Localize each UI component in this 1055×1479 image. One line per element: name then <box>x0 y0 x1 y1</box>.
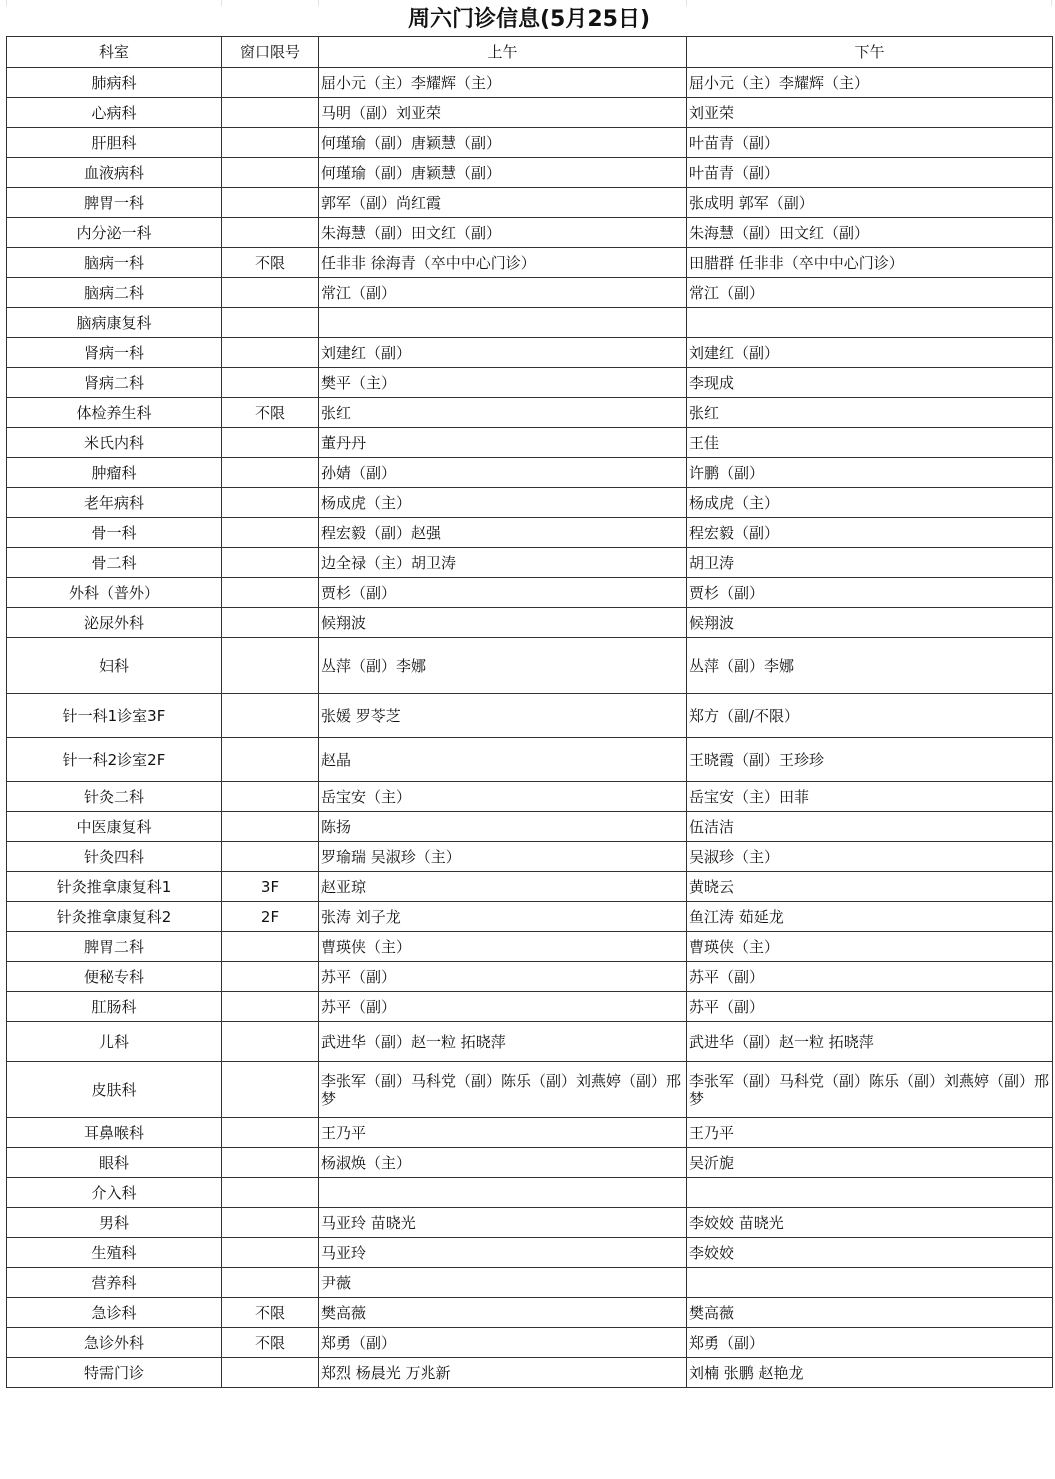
table-row <box>7 1062 1053 1118</box>
limit-cell <box>222 458 319 488</box>
pm-cell: 吴淑珍（主） <box>687 842 1053 872</box>
limit-cell <box>222 1208 319 1238</box>
table-row <box>7 1268 1053 1298</box>
dept-cell: 急诊科 <box>7 1298 222 1328</box>
pm-cell: 黄晓云 <box>687 872 1053 902</box>
table-row <box>7 1238 1053 1268</box>
table-row <box>7 992 1053 1022</box>
table-row <box>7 458 1053 488</box>
limit-cell <box>222 518 319 548</box>
table-row <box>7 1298 1053 1328</box>
table-row <box>7 902 1053 932</box>
dept-cell: 针灸二科 <box>7 782 222 812</box>
limit-cell <box>222 308 319 338</box>
dept-cell: 男科 <box>7 1208 222 1238</box>
dept-cell: 生殖科 <box>7 1238 222 1268</box>
pm-cell: 李现成 <box>687 368 1053 398</box>
limit-cell <box>222 638 319 694</box>
pm-cell: 王乃平 <box>687 1118 1053 1148</box>
table-row <box>7 1208 1053 1238</box>
table-row <box>7 158 1053 188</box>
limit-cell: 不限 <box>222 398 319 428</box>
pm-cell: 刘楠 张鹏 赵艳龙 <box>687 1358 1053 1388</box>
table-row <box>7 218 1053 248</box>
am-cell <box>319 1178 687 1208</box>
pm-cell <box>687 1268 1053 1298</box>
am-cell: 常江（副） <box>319 278 687 308</box>
am-cell: 程宏毅（副）赵强 <box>319 518 687 548</box>
table-row <box>7 1358 1053 1388</box>
limit-cell <box>222 338 319 368</box>
table-row <box>7 932 1053 962</box>
dept-cell: 体检养生科 <box>7 398 222 428</box>
am-cell: 屈小元（主）李耀辉（主） <box>319 68 687 98</box>
limit-cell <box>222 488 319 518</box>
limit-cell <box>222 368 319 398</box>
table-row <box>7 98 1053 128</box>
am-cell <box>319 308 687 338</box>
limit-cell <box>222 68 319 98</box>
dept-cell: 脑病康复科 <box>7 308 222 338</box>
limit-cell: 不限 <box>222 1298 319 1328</box>
limit-cell <box>222 812 319 842</box>
table-row <box>7 368 1053 398</box>
dept-cell: 介入科 <box>7 1178 222 1208</box>
pm-cell: 张红 <box>687 398 1053 428</box>
pm-cell: 武进华（副）赵一粒 拓晓萍 <box>687 1022 1053 1062</box>
dept-cell: 泌尿外科 <box>7 608 222 638</box>
schedule-table <box>6 36 1053 1388</box>
header-dept: 科室 <box>7 37 222 68</box>
dept-cell: 骨一科 <box>7 518 222 548</box>
pm-cell: 王佳 <box>687 428 1053 458</box>
am-cell: 樊高薇 <box>319 1298 687 1328</box>
header-am: 上午 <box>319 37 687 68</box>
limit-cell: 不限 <box>222 248 319 278</box>
am-cell: 陈扬 <box>319 812 687 842</box>
table-row <box>7 738 1053 782</box>
table-row <box>7 338 1053 368</box>
am-cell: 苏平（副） <box>319 992 687 1022</box>
am-cell: 杨成虎（主） <box>319 488 687 518</box>
table-row <box>7 608 1053 638</box>
dept-cell: 针灸四科 <box>7 842 222 872</box>
dept-cell: 外科（普外） <box>7 578 222 608</box>
pm-cell: 候翔波 <box>687 608 1053 638</box>
am-cell: 马明（副）刘亚荣 <box>319 98 687 128</box>
pm-cell <box>687 1178 1053 1208</box>
am-cell: 郑烈 杨晨光 万兆新 <box>319 1358 687 1388</box>
am-cell: 刘建红（副） <box>319 338 687 368</box>
pm-cell: 许鹏（副） <box>687 458 1053 488</box>
pm-cell <box>687 308 1053 338</box>
am-cell: 张红 <box>319 398 687 428</box>
dept-cell: 血液病科 <box>7 158 222 188</box>
dept-cell: 肛肠科 <box>7 992 222 1022</box>
limit-cell <box>222 1268 319 1298</box>
limit-cell <box>222 1022 319 1062</box>
am-cell: 李张军（副）马科党（副）陈乐（副）刘燕婷（副）邢梦 <box>319 1062 687 1118</box>
dept-cell: 脾胃一科 <box>7 188 222 218</box>
limit-cell <box>222 1148 319 1178</box>
limit-cell: 2F <box>222 902 319 932</box>
am-cell: 郑勇（副） <box>319 1328 687 1358</box>
table-row <box>7 278 1053 308</box>
limit-cell <box>222 158 319 188</box>
am-cell: 朱海慧（副）田文红（副） <box>319 218 687 248</box>
pm-cell: 苏平（副） <box>687 962 1053 992</box>
am-cell: 贾杉（副） <box>319 578 687 608</box>
pm-cell: 常江（副） <box>687 278 1053 308</box>
pm-cell: 吴沂旎 <box>687 1148 1053 1178</box>
limit-cell <box>222 188 319 218</box>
am-cell: 岳宝安（主） <box>319 782 687 812</box>
dept-cell: 针一科2诊室2F <box>7 738 222 782</box>
table-row <box>7 518 1053 548</box>
limit-cell <box>222 548 319 578</box>
table-row <box>7 488 1053 518</box>
dept-cell: 特需门诊 <box>7 1358 222 1388</box>
dept-cell: 心病科 <box>7 98 222 128</box>
table-row <box>7 1328 1053 1358</box>
table-row <box>7 962 1053 992</box>
am-cell: 尹薇 <box>319 1268 687 1298</box>
page-title: 周六门诊信息(5月25日) <box>407 7 651 32</box>
table-row <box>7 1022 1053 1062</box>
table-row <box>7 1178 1053 1208</box>
dept-cell: 脑病二科 <box>7 278 222 308</box>
limit-cell <box>222 1358 319 1388</box>
limit-cell <box>222 782 319 812</box>
dept-cell: 针灸推拿康复科1 <box>7 872 222 902</box>
pm-cell: 郑方（副/不限） <box>687 694 1053 738</box>
limit-cell <box>222 128 319 158</box>
pm-cell: 李姣姣 <box>687 1238 1053 1268</box>
limit-cell <box>222 1118 319 1148</box>
table-row <box>7 872 1053 902</box>
dept-cell: 妇科 <box>7 638 222 694</box>
am-cell: 樊平（主） <box>319 368 687 398</box>
limit-cell <box>222 98 319 128</box>
am-cell: 候翔波 <box>319 608 687 638</box>
am-cell: 丛萍（副）李娜 <box>319 638 687 694</box>
pm-cell: 王晓霞（副）王珍珍 <box>687 738 1053 782</box>
dept-cell: 脾胃二科 <box>7 932 222 962</box>
limit-cell <box>222 578 319 608</box>
am-cell: 何瑾瑜（副）唐颖慧（副） <box>319 158 687 188</box>
limit-cell <box>222 1062 319 1118</box>
table-row <box>7 842 1053 872</box>
am-cell: 马亚玲 苗晓光 <box>319 1208 687 1238</box>
dept-cell: 针灸推拿康复科2 <box>7 902 222 932</box>
table-row <box>7 1118 1053 1148</box>
table-row <box>7 428 1053 458</box>
table-row <box>7 548 1053 578</box>
am-cell: 苏平（副） <box>319 962 687 992</box>
table-row <box>7 308 1053 338</box>
am-cell: 王乃平 <box>319 1118 687 1148</box>
dept-cell: 骨二科 <box>7 548 222 578</box>
dept-cell: 肾病二科 <box>7 368 222 398</box>
table-row <box>7 398 1053 428</box>
pm-cell: 伍洁洁 <box>687 812 1053 842</box>
am-cell: 杨淑焕（主） <box>319 1148 687 1178</box>
dept-cell: 老年病科 <box>7 488 222 518</box>
pm-cell: 程宏毅（副） <box>687 518 1053 548</box>
limit-cell <box>222 1178 319 1208</box>
dept-cell: 营养科 <box>7 1268 222 1298</box>
dept-cell: 中医康复科 <box>7 812 222 842</box>
pm-cell: 苏平（副） <box>687 992 1053 1022</box>
limit-cell <box>222 962 319 992</box>
am-cell: 孙婧（副） <box>319 458 687 488</box>
pm-cell: 张成明 郭军（副） <box>687 188 1053 218</box>
limit-cell <box>222 278 319 308</box>
pm-cell: 朱海慧（副）田文红（副） <box>687 218 1053 248</box>
limit-cell: 3F <box>222 872 319 902</box>
limit-cell: 不限 <box>222 1328 319 1358</box>
pm-cell: 樊高薇 <box>687 1298 1053 1328</box>
header-pm: 下午 <box>687 37 1053 68</box>
dept-cell: 肾病一科 <box>7 338 222 368</box>
pm-cell: 田腊群 任非非（卒中中心门诊） <box>687 248 1053 278</box>
table-row <box>7 188 1053 218</box>
table-row <box>7 248 1053 278</box>
am-cell: 张媛 罗苓芝 <box>319 694 687 738</box>
pm-cell: 叶苗青（副） <box>687 128 1053 158</box>
dept-cell: 肺病科 <box>7 68 222 98</box>
dept-cell: 肝胆科 <box>7 128 222 158</box>
table-row <box>7 694 1053 738</box>
limit-cell <box>222 842 319 872</box>
table-row <box>7 68 1053 98</box>
am-cell: 董丹丹 <box>319 428 687 458</box>
table-row <box>7 128 1053 158</box>
am-cell: 何瑾瑜（副）唐颖慧（副） <box>319 128 687 158</box>
am-cell: 赵晶 <box>319 738 687 782</box>
am-cell: 马亚玲 <box>319 1238 687 1268</box>
table-row <box>7 782 1053 812</box>
pm-cell: 杨成虎（主） <box>687 488 1053 518</box>
limit-cell <box>222 608 319 638</box>
pm-cell: 刘建红（副） <box>687 338 1053 368</box>
pm-cell: 李张军（副）马科党（副）陈乐（副）刘燕婷（副）邢梦 <box>687 1062 1053 1118</box>
limit-cell <box>222 218 319 248</box>
am-cell: 边全禄（主）胡卫涛 <box>319 548 687 578</box>
table-row <box>7 1148 1053 1178</box>
limit-cell <box>222 428 319 458</box>
am-cell: 赵亚琼 <box>319 872 687 902</box>
am-cell: 郭军（副）尚红霞 <box>319 188 687 218</box>
pm-cell: 叶苗青（副） <box>687 158 1053 188</box>
header-row <box>7 37 1053 68</box>
dept-cell: 肿瘤科 <box>7 458 222 488</box>
dept-cell: 急诊外科 <box>7 1328 222 1358</box>
pm-cell: 刘亚荣 <box>687 98 1053 128</box>
dept-cell: 皮肤科 <box>7 1062 222 1118</box>
am-cell: 武进华（副）赵一粒 拓晓萍 <box>319 1022 687 1062</box>
pm-cell: 郑勇（副） <box>687 1328 1053 1358</box>
dept-cell: 眼科 <box>7 1148 222 1178</box>
pm-cell: 胡卫涛 <box>687 548 1053 578</box>
pm-cell: 鱼江涛 茹延龙 <box>687 902 1053 932</box>
pm-cell: 岳宝安（主）田菲 <box>687 782 1053 812</box>
limit-cell <box>222 1238 319 1268</box>
limit-cell <box>222 738 319 782</box>
table-row <box>7 578 1053 608</box>
am-cell: 曹瑛侠（主） <box>319 932 687 962</box>
table-row <box>7 638 1053 694</box>
dept-cell: 米氏内科 <box>7 428 222 458</box>
pm-cell: 贾杉（副） <box>687 578 1053 608</box>
am-cell: 任非非 徐海青（卒中中心门诊） <box>319 248 687 278</box>
am-cell: 张涛 刘子龙 <box>319 902 687 932</box>
limit-cell <box>222 694 319 738</box>
dept-cell: 内分泌一科 <box>7 218 222 248</box>
pm-cell: 李姣姣 苗晓光 <box>687 1208 1053 1238</box>
dept-cell: 便秘专科 <box>7 962 222 992</box>
table-row <box>7 812 1053 842</box>
limit-cell <box>222 992 319 1022</box>
pm-cell: 丛萍（副）李娜 <box>687 638 1053 694</box>
pm-cell: 屈小元（主）李耀辉（主） <box>687 68 1053 98</box>
dept-cell: 耳鼻喉科 <box>7 1118 222 1148</box>
dept-cell: 脑病一科 <box>7 248 222 278</box>
pm-cell: 曹瑛侠（主） <box>687 932 1053 962</box>
dept-cell: 儿科 <box>7 1022 222 1062</box>
dept-cell: 针一科1诊室3F <box>7 694 222 738</box>
limit-cell <box>222 932 319 962</box>
am-cell: 罗瑜瑞 吴淑珍（主） <box>319 842 687 872</box>
header-limit: 窗口限号 <box>222 37 319 68</box>
